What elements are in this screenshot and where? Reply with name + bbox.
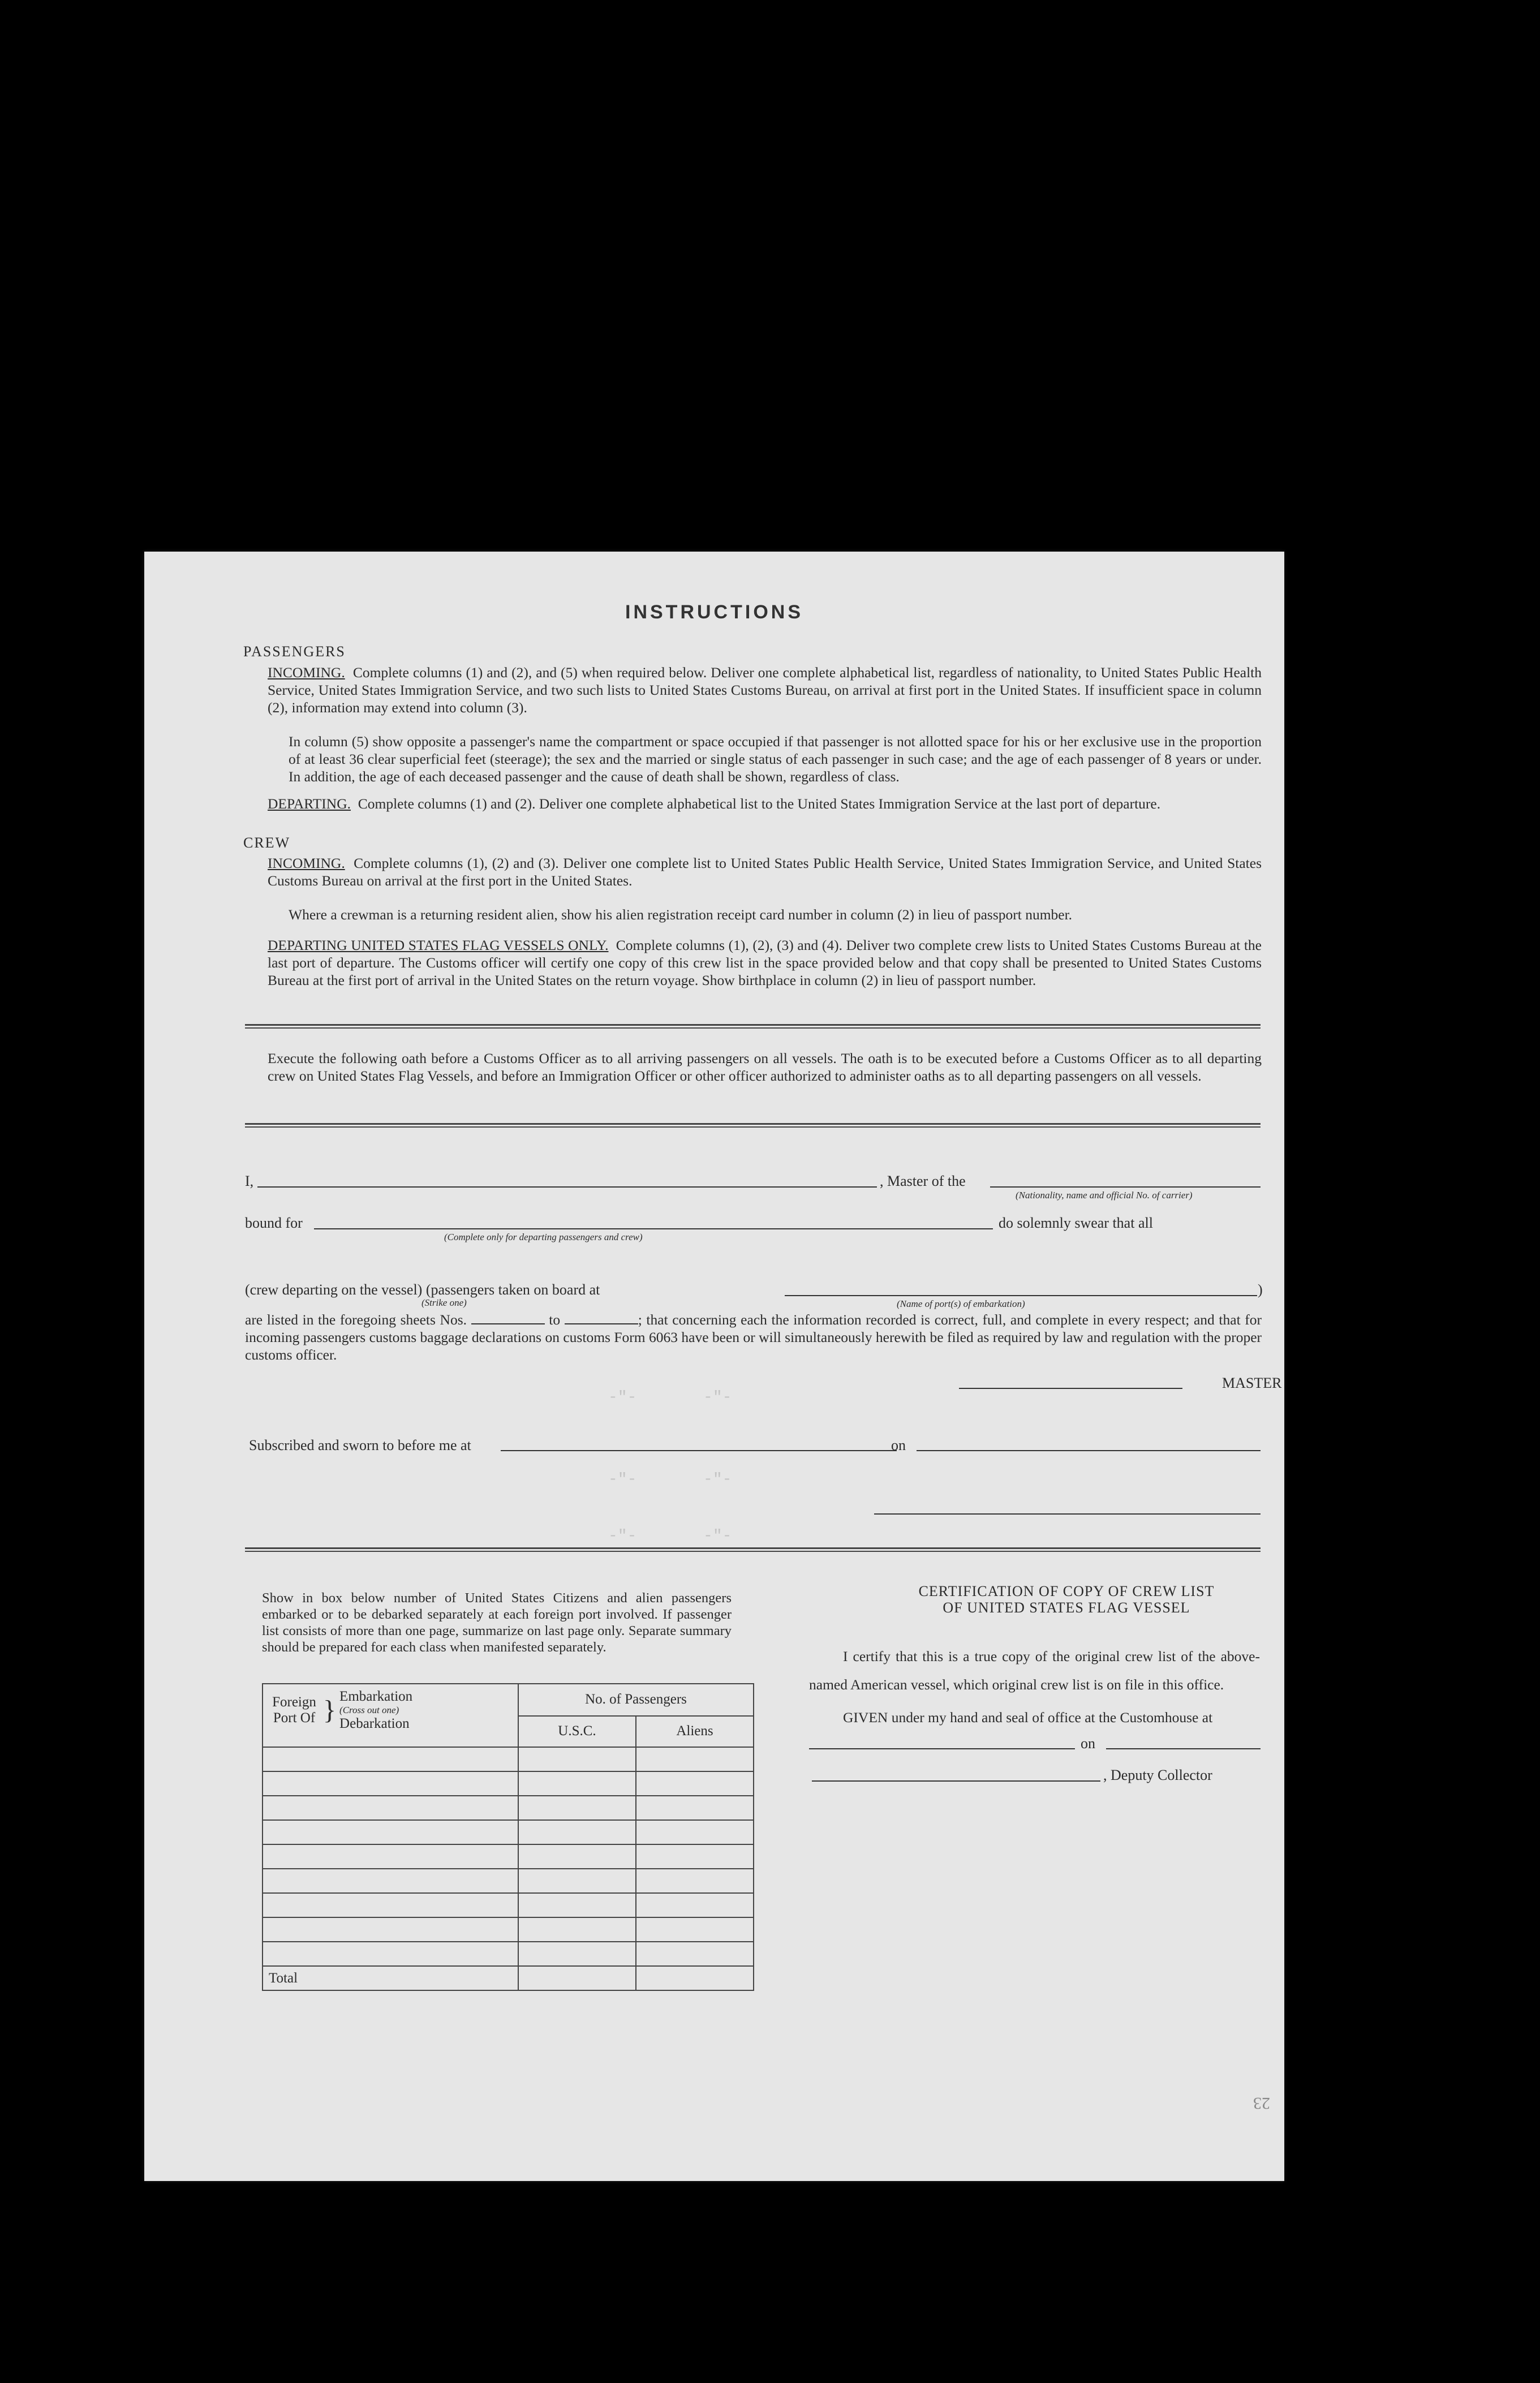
oath-i-label: I, bbox=[245, 1173, 254, 1189]
sheet-from-field[interactable] bbox=[471, 1323, 545, 1324]
cross-out-caption: (Cross out one) bbox=[339, 1705, 399, 1715]
bleed-through-mark: -"- -"- bbox=[608, 1528, 732, 1545]
incoming-label: INCOMING. bbox=[268, 664, 345, 681]
bleed-through-mark: -"- -"- bbox=[608, 1389, 732, 1406]
crew-heading: CREW bbox=[243, 835, 291, 851]
sworn-at-field[interactable] bbox=[501, 1450, 897, 1451]
table-row[interactable] bbox=[263, 1844, 754, 1869]
departing-label: DEPARTING. bbox=[268, 795, 351, 812]
bleed-through-mark: -"- -"- bbox=[608, 1471, 732, 1489]
passengers-heading: PASSENGERS bbox=[243, 643, 346, 660]
flag-vessels-paragraph bbox=[268, 936, 1262, 989]
deputy-signature-field[interactable] bbox=[812, 1780, 1100, 1782]
oath-instruction-paragraph: Execute the following oath before a Customs Officer as to all arriving passengers on all vessels. The oath is to be executed before a Customs Officer as to all departing crew on United States Flag Vessels, and before an Immigration Officer or other officer authorized to administer oaths as to all departing passengers on all vessels. bbox=[268, 1050, 1262, 1084]
given-text: GIVEN under my hand and seal of office at the Customhouse at bbox=[843, 1709, 1213, 1726]
crewman-paragraph: Where a crewman is a returning resident alien, show his alien registration receipt card number in column (2) in lieu of passport number. bbox=[289, 906, 1073, 923]
swear-label: do solemnly swear that all bbox=[999, 1215, 1153, 1231]
divider bbox=[245, 1551, 1261, 1552]
master-label: MASTER bbox=[1222, 1375, 1282, 1391]
total-row[interactable] bbox=[263, 1966, 754, 1990]
table-row[interactable] bbox=[263, 1893, 754, 1917]
embarkation-label: Embarkation bbox=[339, 1689, 413, 1704]
no-passengers-header: No. of Passengers bbox=[518, 1684, 754, 1716]
passengers-incoming-paragraph bbox=[268, 664, 1262, 716]
flag-vessels-text: Complete columns (1), (2), (3) and (4). Deliver two complete crew lists to United States Customs Bureau at the last port of departure. The Customs officer will certify one copy of this crew list in the space provided below and that copy shall be presented to United States Customs Bureau at the first port of arrival in the United States on the return voyage. Show birthplace in column (2) in lieu of passport number. bbox=[268, 937, 1262, 988]
divider bbox=[245, 1126, 1261, 1128]
crew-incoming-label: INCOMING. bbox=[268, 855, 345, 871]
passengers-departing-paragraph bbox=[268, 795, 1262, 812]
crew-incoming-text: Complete columns (1), (2) and (3). Deliver one complete list to United States Public Health Service, United States Immigration Service, and United States Customs Bureau on arrival at the first port in the United States. bbox=[268, 855, 1262, 889]
certification-title-line1: CERTIFICATION OF COPY OF CREW LIST bbox=[918, 1583, 1215, 1599]
master-name-field[interactable] bbox=[257, 1186, 877, 1188]
close-paren: ) bbox=[1258, 1281, 1263, 1298]
table-row[interactable] bbox=[263, 1747, 754, 1771]
certification-text: I certify that this is a true copy of the original crew list of the above-named American vessel, which original crew list is on file in this office. bbox=[809, 1648, 1260, 1693]
bound-for-field[interactable] bbox=[314, 1228, 993, 1229]
customhouse-field[interactable] bbox=[809, 1748, 1075, 1749]
certification-title-line2: OF UNITED STATES FLAG VESSEL bbox=[943, 1599, 1190, 1616]
sheet-to-field[interactable] bbox=[565, 1323, 638, 1324]
page-title: INSTRUCTIONS bbox=[625, 601, 803, 623]
carrier-caption: (Nationality, name and official No. of carrier) bbox=[1016, 1190, 1193, 1201]
subscribed-label: Subscribed and sworn to before me at bbox=[249, 1437, 471, 1453]
summary-instruction: Show in box below number of United States Citizens and alien passengers embarked or to be debarked separately at each foreign port involved. If passenger list consists of more than one page, summarize on last page only. Separate summary should be prepared for each class when manifested separately. bbox=[262, 1590, 732, 1655]
strike-one-caption: (Strike one) bbox=[421, 1297, 467, 1308]
listed-in-label: are listed in the foregoing sheets Nos. bbox=[245, 1311, 467, 1328]
certification-date-field[interactable] bbox=[1106, 1748, 1261, 1749]
certification-title bbox=[874, 1583, 1259, 1616]
crew-departing-label: (crew departing on the vessel) (passengers taken on board at bbox=[245, 1281, 600, 1298]
master-of-label: , Master of the bbox=[880, 1173, 966, 1189]
embarkation-port-field[interactable] bbox=[785, 1295, 1257, 1296]
divider bbox=[245, 1547, 1261, 1549]
debarkation-label: Debarkation bbox=[339, 1716, 410, 1731]
usc-header: U.S.C. bbox=[518, 1716, 636, 1747]
to-label: to bbox=[549, 1311, 561, 1328]
crew-incoming-paragraph bbox=[268, 854, 1262, 889]
certification-on-label: on bbox=[1081, 1735, 1095, 1752]
aliens-header: Aliens bbox=[636, 1716, 754, 1747]
deputy-collector-label: , Deputy Collector bbox=[1103, 1767, 1212, 1783]
incoming-text: Complete columns (1) and (2), and (5) when required below. Deliver one complete alphabetical list, regardless of nationality, to United States Public Health Service, United States Immigration Service, and two such lists to United States Customs Bureau, on arrival at first port in the United States. If insufficient space in column (2), information may extend into column (3). bbox=[268, 664, 1262, 716]
port-header bbox=[263, 1684, 518, 1747]
sworn-date-field[interactable] bbox=[917, 1450, 1261, 1451]
bound-for-label: bound for bbox=[245, 1215, 303, 1231]
officer-signature-field[interactable] bbox=[874, 1513, 1261, 1515]
table-row[interactable] bbox=[263, 1771, 754, 1796]
table-row[interactable] bbox=[263, 1796, 754, 1820]
table-row[interactable] bbox=[263, 1820, 754, 1844]
table-row[interactable] bbox=[263, 1917, 754, 1942]
departing-text: Complete columns (1) and (2). Deliver one complete alphabetical list to the United States Immigration Service at the last port of departure. bbox=[358, 795, 1161, 812]
flag-vessels-label: DEPARTING UNITED STATES FLAG VESSELS ONLY. bbox=[268, 937, 609, 953]
foreign-port-label: Foreign Port Of bbox=[272, 1694, 316, 1726]
passenger-summary-table bbox=[262, 1683, 754, 1991]
brace-icon: } bbox=[323, 1695, 337, 1725]
form-page bbox=[144, 552, 1284, 2181]
table-row[interactable] bbox=[263, 1942, 754, 1966]
divider bbox=[245, 1123, 1261, 1125]
sworn-on-label: on bbox=[891, 1437, 906, 1453]
master-signature-field[interactable] bbox=[959, 1388, 1182, 1389]
carrier-field[interactable] bbox=[990, 1186, 1261, 1188]
listed-paragraph bbox=[245, 1311, 1262, 1363]
table-row[interactable] bbox=[263, 1869, 754, 1893]
concerning-text: ; that concerning each the information recorded is correct, full, and complete in every respect; and that for incoming passengers customs baggage declarations on customs Form 6063 have been or will simultaneously herewith be filed as required by law and regulation with the proper customs officer. bbox=[245, 1311, 1262, 1363]
bound-for-caption: (Complete only for departing passengers and crew) bbox=[444, 1232, 643, 1242]
column5-paragraph: In column (5) show opposite a passenger's name the compartment or space occupied if that passenger is not allotted space for his or her exclusive use in the proportion of at least 36 clear superficial feet (steerage); the sex and the married or single status of each passenger in such case; and the age of each passenger of 8 years or under. In addition, the age of each deceased passenger and the cause of death shall be shown, regardless of class. bbox=[289, 733, 1262, 785]
total-label: Total bbox=[263, 1966, 518, 1990]
port-caption: (Name of port(s) of embarkation) bbox=[897, 1298, 1025, 1309]
page-number: 23 bbox=[1253, 2094, 1270, 2113]
divider bbox=[245, 1024, 1261, 1026]
divider bbox=[245, 1027, 1261, 1029]
